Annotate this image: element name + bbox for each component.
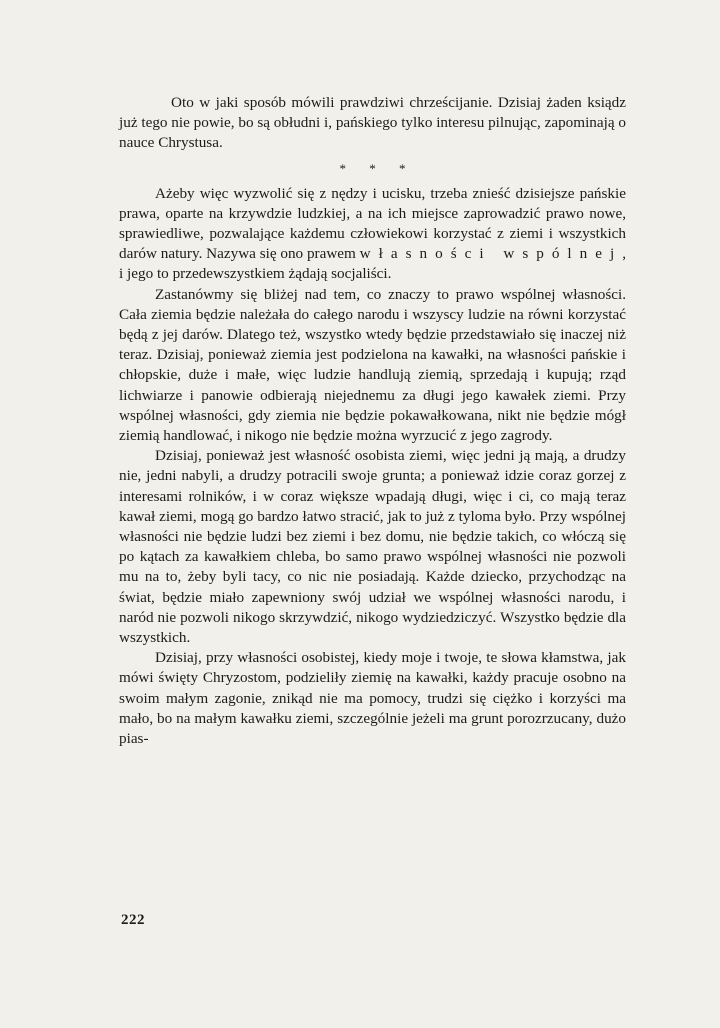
paragraph-5: Dzisiaj, przy własności osobistej, kiedy moje i twoje, te słowa kłamstwa, jak mówi święty Chryzostom, podzieliły ziemię na kawałki, każdy pracuje osobno na swoim małym zagonie, znikąd nie ma pomocy, trudzi się ciężko i korzyści ma mało, bo na małym kawałku ziemi, szczególnie jeżeli ma grunt porozrzucany, dużo pias- [119,649,626,748]
section-separator: * * * [339,160,416,176]
paragraph-4: Dzisiaj, ponieważ jest własność osobista ziemi, więc jedni ją mają, a drudzy nie, jedni nabyli, a drudzy potracili swoje grunta; a ponieważ idzie coraz gorzej z interesami rolników, i w coraz większe wpadają długi, więc i ci, co mają teraz kawał ziemi, mogą go bardzo łatwo stracić, jak to już z tyloma było. Przy wspólnej własności nie będzie ludzi bez ziemi i bez domu, nie będzie takich, co włóczą się po kątach za kawałkiem chleba, bo samo prawo wspólnej własności nie pozwoli mu na to, żeby byli tacy, co nic nie posiadają. Każde dziecko, przychodząc na świat, będzie miało zapewniony swój udział we wspólnej własności narodu, i naród nie pozwoli nikogo skrzywdzić, nikogo wydziedziczyć. Wszystko będzie dla wszystkich. [119,447,626,647]
paragraph-2-part-2: , i jego to przedewszystkiem żądają socjaliści. [119,245,627,283]
page-body [119,93,626,749]
paragraph-1: Oto w jaki sposób mówili prawdziwi chrześcijanie. Dzisiaj żaden ksiądz już tego nie powie, bo są obłudni i, pańskiego tylko interesu pilnując, zapominają o nauce Chrystusa. [119,94,626,152]
emphasized-phrase: własności wspólnej [359,245,623,263]
page-number: 222 [121,912,145,928]
paragraph-2 [119,184,626,285]
paragraph-3: Zastanówmy się bliżej nad tem, co znaczy to prawo wspólnej własności. Cała ziemia będzie należała do całego narodu i wszyscy ludzie na równi korzystać będą z jej darów. Dlatego też, wszystko wtedy będzie przedstawiało się inaczej niż teraz. Dzisiaj, ponieważ ziemia jest podzielona na kawałki, na własności pańskie i chłopskie, duże i małe, więc ludzie handlują ziemią, sprzedają i kupują; rząd lichwiarze i panowie odbierają niejednemu za długi jego kawałek ziemi. Przy wspólnej własności, gdy ziemia nie będzie pokawałkowana, nikt nie będzie mógł ziemią handlować, i nikogo nie będzie można wyrzucić z jego zagrody. [119,285,626,445]
paragraph-2-part-1: Ażeby więc wyzwolić się z nędzy i ucisku, trzeba znieść dzisiejsze pańskie prawa, oparte na krzywdzie ludzkiej, a na ich miejsce zaprowadzić prawo nowe, sprawiedliwe, pozwalające każdemu człowiekowi korzystać z ziemi i wszystkich darów natury. Nazywa się ono prawem [119,184,626,263]
